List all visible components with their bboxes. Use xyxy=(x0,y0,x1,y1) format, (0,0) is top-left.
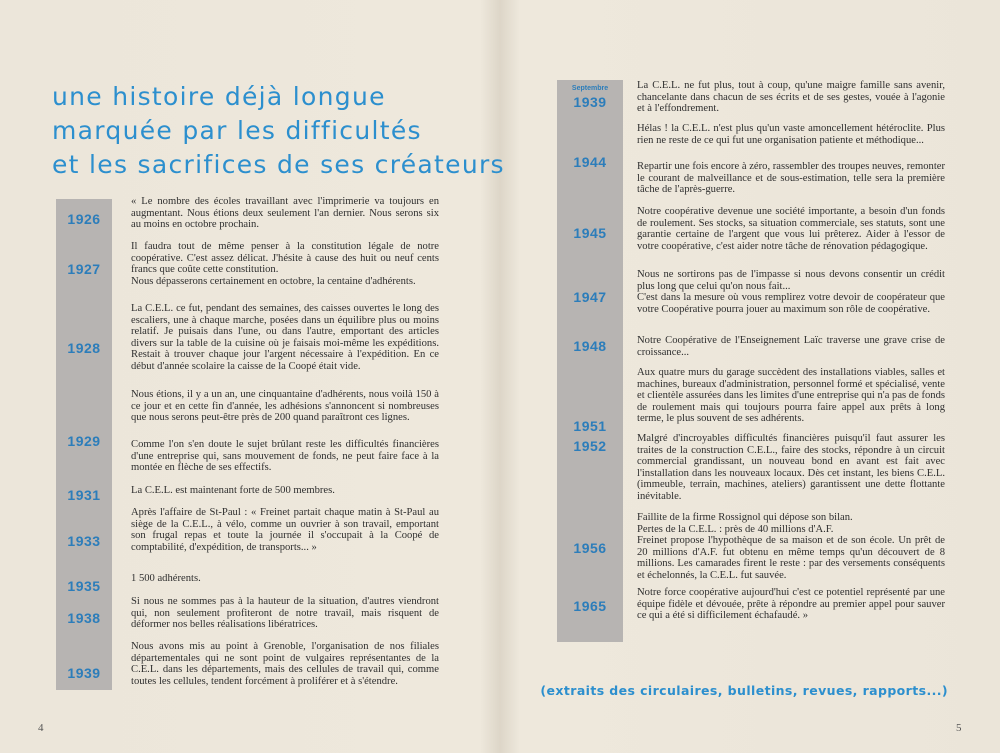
history-paragraph: Notre coopérative devenue une société importante, a besoin d'un fonds de roulement. Ses stocks, sa situation commerciale, ses statuts, sont une garantie certaine de l'argent que vous lui prêterez. Aider à l'essor de votre coopérative, c'est aider notre tâche de rénovation pédagogique. xyxy=(637,206,945,252)
history-paragraph: Si nous ne sommes pas à la hauteur de la situation, d'autres viendront qui, non seulement profiteront de notre travail, mais risquent de déformer nos belles réalisations libératrices. xyxy=(131,596,439,631)
history-paragraph: La C.E.L. ce fut, pendant des semaines, des caisses ouvertes le long des escaliers, une à chaque marche, posées dans un équilibre plus ou moins relatif. Je puisais dans l'une, ou dans l'autre, emportant des articles divers sur la table de la cuisine où je faisais moi-même les expéditions. Restait à trouver chaque jour l'argent nécessaire à l'expédition. En ce début d'année scolaire la caisse de la Coopé était vide. xyxy=(131,303,439,372)
year-label: 1956 xyxy=(573,540,607,556)
title-line: une histoire déjà longue xyxy=(52,82,386,111)
year-label: 1947 xyxy=(573,289,607,305)
history-paragraph: La C.E.L. ne fut plus, tout à coup, qu'une maigre famille sans avenir, chancelante dans chacun de ses écrits et de ses gestes, vouée à l'agonie et à l'effondrement. xyxy=(637,80,945,115)
page-title xyxy=(52,80,505,182)
year-label: 1929 xyxy=(67,433,101,449)
title-line: et les sacrifices de ses créateurs xyxy=(52,150,505,179)
year-label: 1938 xyxy=(67,610,101,626)
history-paragraph: Malgré d'incroyables difficultés financières puisqu'il faut assurer les traites de la construction C.E.L., faire des stocks, répondre à un circuit commercial grandissant, un nouveau bond en avant est fait avec l'installation dans les nouveaux locaux. Dès cet instant, les biens C.E.L. (immeuble, terrain, machines, ateliers) garantissent une dette flottante inévitable. xyxy=(637,433,945,502)
page-number-right: 5 xyxy=(956,722,962,734)
history-paragraph: Nous étions, il y a un an, une cinquantaine d'adhérents, nous voilà 150 à ce jour et en cette fin d'année, les adhésions s'annoncent si nombreuses que nous serons peut-être près de 200 quand paraîtront ces lignes. xyxy=(131,389,439,424)
page-number-left: 4 xyxy=(38,722,44,734)
year-label: 1951 xyxy=(573,418,607,434)
year-label: 1952 xyxy=(573,438,607,454)
year-label: 1939 xyxy=(573,94,607,110)
history-paragraph: Faillite de la firme Rossignol qui dépose son bilan. Pertes de la C.E.L. : près de 40 millions d'A.F. Freinet propose l'hypothèque de sa maison et de son école. Un prêt de 20 millions d'A.F. fut obtenu en même temps qu'un découvert de 8 millions. Les camarades firent le reste : par des versements conséquents et échelonnés, la C.E.L. fut sauvée. xyxy=(637,512,945,581)
year-label: 1944 xyxy=(573,154,607,170)
history-paragraph: Notre force coopérative aujourd'hui c'est ce potentiel représenté par une équipe fidèle et dévouée, prête à répondre au premier appel pour sauver ce qui a été si difficilement échafaudé. » xyxy=(637,587,945,622)
year-label: 1935 xyxy=(67,578,101,594)
title-line: marquée par les difficultés xyxy=(52,116,422,145)
history-paragraph: Nous ne sortirons pas de l'impasse si nous devons consentir un crédit plus long que celui qu'on nous fait... C'est dans la mesure où vous remplirez votre devoir de coopérateur que votre Coopérative pourra jouer au maximum son rôle de coopérative. xyxy=(637,269,945,315)
year-label: 1931 xyxy=(67,487,101,503)
month-label: Septembre xyxy=(571,85,609,92)
history-paragraph: Il faudra tout de même penser à la constitution légale de notre coopérative. C'est assez délicat. J'hésite à cause des huit ou neuf cents francs que coûte cette constitution. Nous dépasserons certainement en octobre, la centaine d'adhérents. xyxy=(131,241,439,287)
history-paragraph: « Le nombre des écoles travaillant avec l'imprimerie va toujours en augmentant. Nous étions deux seulement l'an dernier. Nous serons six au moins en octobre prochain. xyxy=(131,196,439,231)
history-paragraph: Comme l'on s'en doute le sujet brûlant reste les difficultés financières d'une entreprise qui, sans mouvement de fonds, ne peut faire face à la montée en flèche de ses effectifs. xyxy=(131,439,439,474)
year-label: 1939 xyxy=(67,665,101,681)
year-label: 1933 xyxy=(67,533,101,549)
year-label: 1928 xyxy=(67,340,101,356)
history-paragraph: Nous avons mis au point à Grenoble, l'organisation de nos filiales départementales qui ne sont point de vulgaires représentantes de la C.E.L. dans les départements, mais des cellules de travail qui, comme toutes les cellules, tendent forcément à proliférer et à s'étendre. xyxy=(131,641,439,687)
sources-caption: (extraits des circulaires, bulletins, revues, rapports...) xyxy=(540,683,948,698)
year-label: 1945 xyxy=(573,225,607,241)
history-paragraph: 1 500 adhérents. xyxy=(131,573,201,584)
year-label: 1965 xyxy=(573,598,607,614)
history-paragraph: La C.E.L. est maintenant forte de 500 membres. xyxy=(131,485,335,496)
history-paragraph: Hélas ! la C.E.L. n'est plus qu'un vaste amoncellement hétéroclite. Plus rien ne reste de ce qui fut une organisation patiente et méthodique... xyxy=(637,123,945,146)
history-paragraph: Aux quatre murs du garage succèdent des installations viables, salles et machines, bureaux d'administration, personnel formé et spécialisé, vente et clientèle assurées dans les limites d'une entreprise qui n'a pas de fonds de roulement mais qui toujours pourra faire appel aux prêts à long terme, le plus souvent de ses adhérents. xyxy=(637,367,945,425)
year-label: 1927 xyxy=(67,261,101,277)
year-label: 1926 xyxy=(67,211,101,227)
year-label: 1948 xyxy=(573,338,607,354)
history-paragraph: Après l'affaire de St-Paul : « Freinet partait chaque matin à St-Paul au siège de la C.E.L., à vélo, comme un ouvrier à son travail, emportant son frugal repas et toute la journée il s'occupait à la Coopé de comptabilité, d'expédition, de transports... » xyxy=(131,507,439,553)
history-paragraph: Notre Coopérative de l'Enseignement Laïc traverse une grave crise de croissance... xyxy=(637,335,945,358)
history-paragraph: Repartir une fois encore à zéro, rassembler des troupes neuves, remonter le courant de malveillance et de sous-estimation, telle sera la première tâche de l'après-guerre. xyxy=(637,161,945,196)
